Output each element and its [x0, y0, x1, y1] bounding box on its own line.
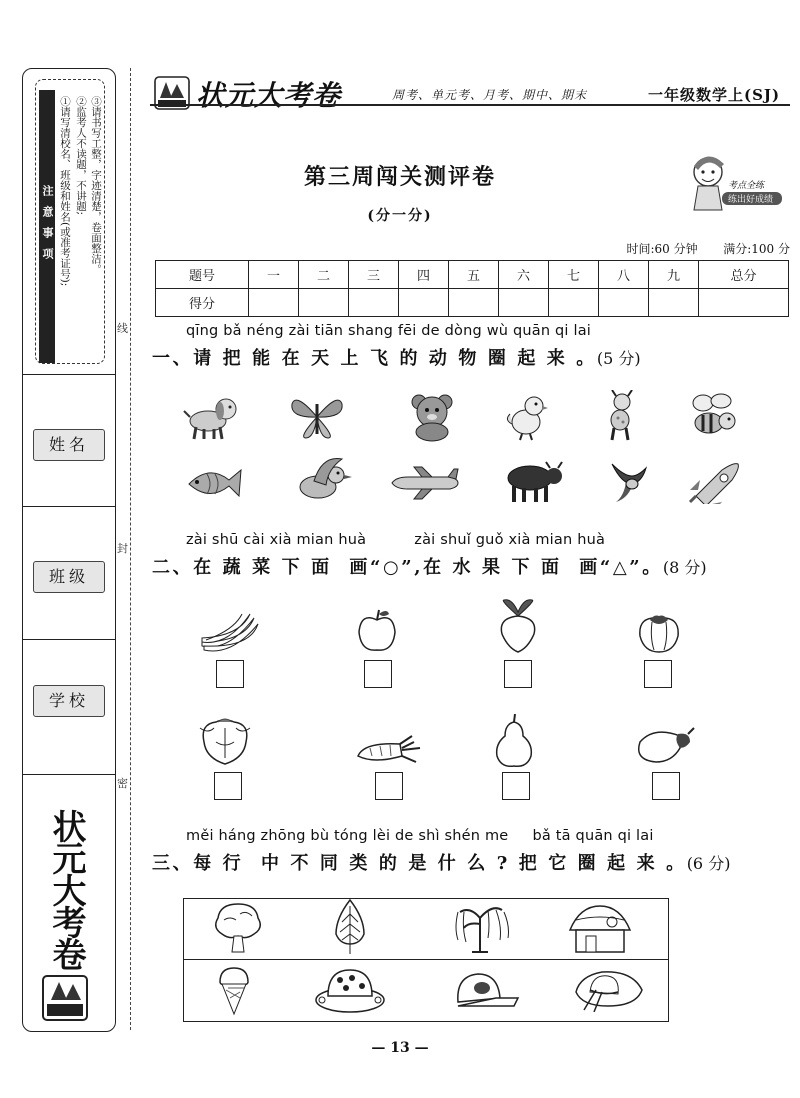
- cut-mark: 线: [117, 322, 128, 335]
- answer-box[interactable]: [504, 660, 532, 688]
- apple-icon[interactable]: [355, 608, 399, 654]
- answer-box[interactable]: [214, 772, 242, 800]
- exam-meta: [560, 240, 790, 257]
- score-cell: 九: [649, 261, 699, 289]
- divider: [23, 506, 115, 507]
- score-cell: 六: [499, 261, 549, 289]
- name-label: 姓名: [33, 429, 105, 461]
- deer-icon[interactable]: [600, 390, 640, 442]
- straw-hat-icon[interactable]: [572, 966, 644, 1012]
- q1-pinyin: qīng bǎ néng zài tiān shang fēi de dòng wù quān qi lai: [186, 323, 592, 339]
- rocket-icon[interactable]: [688, 460, 742, 504]
- score-input[interactable]: [699, 289, 789, 317]
- bird-icon[interactable]: [292, 455, 354, 505]
- divider: [23, 639, 115, 640]
- score-input[interactable]: [449, 289, 499, 317]
- score-input[interactable]: [249, 289, 299, 317]
- score-input[interactable]: [599, 289, 649, 317]
- note-3: ③请书写工整，字迹清楚，卷面整洁。: [90, 96, 102, 275]
- dog-icon[interactable]: [180, 393, 242, 441]
- score-cell: 二: [299, 261, 349, 289]
- fish-icon[interactable]: [183, 462, 243, 502]
- house-icon[interactable]: [566, 904, 634, 954]
- swallow-icon[interactable]: [608, 460, 648, 504]
- score-input[interactable]: [299, 289, 349, 317]
- ice-cream-icon[interactable]: [216, 966, 252, 1016]
- cap-icon[interactable]: [452, 968, 520, 1012]
- divider: [23, 774, 115, 775]
- full-score: 满分:100 分: [723, 242, 790, 256]
- publisher-logo-icon: [41, 974, 89, 1022]
- exam-types: 周考、单元考、月考、期中、期末: [392, 88, 588, 102]
- pine-tree-icon[interactable]: [330, 898, 370, 956]
- banana-icon[interactable]: [198, 612, 260, 654]
- carrot-icon[interactable]: [354, 734, 422, 764]
- chick-icon[interactable]: [504, 392, 550, 442]
- divider: [23, 374, 115, 375]
- butterfly-icon[interactable]: [288, 392, 346, 442]
- willow-tree-icon[interactable]: [450, 898, 512, 956]
- score-input[interactable]: [349, 289, 399, 317]
- page-title: 第三周闯关测评卷: [303, 165, 496, 190]
- score-header-row: [156, 261, 789, 289]
- notes-title: 注意事项: [39, 90, 55, 363]
- bee-icon[interactable]: [683, 393, 741, 441]
- q1-prompt: 一、请 把 能 在 天 上 飞 的 动 物 圈 起 来 。: [152, 348, 597, 369]
- score-cell: 七: [549, 261, 599, 289]
- score-cell: 总分: [699, 261, 789, 289]
- cut-mark: 封: [117, 542, 128, 555]
- answer-box[interactable]: [502, 772, 530, 800]
- cut-mark: 密: [117, 777, 128, 790]
- q3-prompt: 三、每 行 中 不 同 类 的 是 什 么 ? 把 它 圈 起 来 。: [152, 853, 687, 874]
- q2-prompt: 二、在 蔬 菜 下 面 画“○”,在 水 果 下 面 画“△”。: [152, 557, 663, 578]
- score-cell: 一: [249, 261, 299, 289]
- class-label: 班级: [33, 561, 105, 593]
- cabbage-icon[interactable]: [196, 718, 254, 766]
- answer-box[interactable]: [216, 660, 244, 688]
- airplane-icon[interactable]: [388, 465, 460, 501]
- score-input[interactable]: [399, 289, 449, 317]
- score-input[interactable]: [649, 289, 699, 317]
- q2-points: (8 分): [662, 558, 707, 577]
- header-brand: 状元大考卷: [196, 79, 342, 112]
- mascot-text-1: 考点全练: [728, 181, 765, 191]
- q3-points: (6 分): [686, 854, 731, 873]
- score-cell: 五: [449, 261, 499, 289]
- note-1: ①请写清校名、班级和姓名(或准考证号);: [59, 96, 71, 287]
- q3-row-divider: [183, 959, 669, 960]
- score-cell: 题号: [156, 261, 249, 289]
- score-cell: 四: [399, 261, 449, 289]
- grade-label: 一年级数学上(SJ): [648, 86, 781, 104]
- page-number: — 13 —: [371, 1040, 429, 1056]
- pear-icon[interactable]: [493, 714, 535, 768]
- score-table: [155, 260, 789, 317]
- score-input[interactable]: [549, 289, 599, 317]
- tree-icon[interactable]: [210, 900, 266, 956]
- sidebar-brand: 状元大考卷: [46, 809, 86, 969]
- answer-box[interactable]: [652, 772, 680, 800]
- q3-text: [152, 849, 730, 875]
- q2-text: [152, 553, 707, 579]
- time-limit: 时间:60 分钟: [626, 242, 698, 256]
- mascot-icon: [684, 148, 784, 214]
- page-subtitle: (分一分): [367, 208, 433, 224]
- q2-pinyin: zài shū cài xià mian huà zài shuǐ guǒ xià mian huà: [186, 532, 606, 548]
- score-input[interactable]: [499, 289, 549, 317]
- score-value-row: [156, 289, 789, 317]
- note-2: ②监考人不读题，不讲题;: [75, 96, 87, 216]
- bear-icon[interactable]: [407, 392, 457, 442]
- answer-box[interactable]: [375, 772, 403, 800]
- score-cell: 三: [349, 261, 399, 289]
- score-cell: 得分: [156, 289, 249, 317]
- q1-points: (5 分): [596, 349, 641, 368]
- eggplant-icon[interactable]: [634, 726, 696, 766]
- persimmon-icon[interactable]: [636, 608, 682, 654]
- score-cell: 八: [599, 261, 649, 289]
- mascot-text-2: 练出好成绩: [728, 195, 774, 205]
- school-label: 学校: [33, 685, 105, 717]
- q1-text: [152, 344, 641, 370]
- radish-icon[interactable]: [496, 598, 540, 654]
- ox-icon[interactable]: [500, 458, 566, 504]
- answer-box[interactable]: [644, 660, 672, 688]
- header-rule: [150, 104, 790, 106]
- sun-hat-icon[interactable]: [314, 966, 386, 1014]
- answer-box[interactable]: [364, 660, 392, 688]
- q3-pinyin: měi háng zhōng bù tóng lèi de shì shén me bǎ tā quān qi lai: [186, 828, 654, 844]
